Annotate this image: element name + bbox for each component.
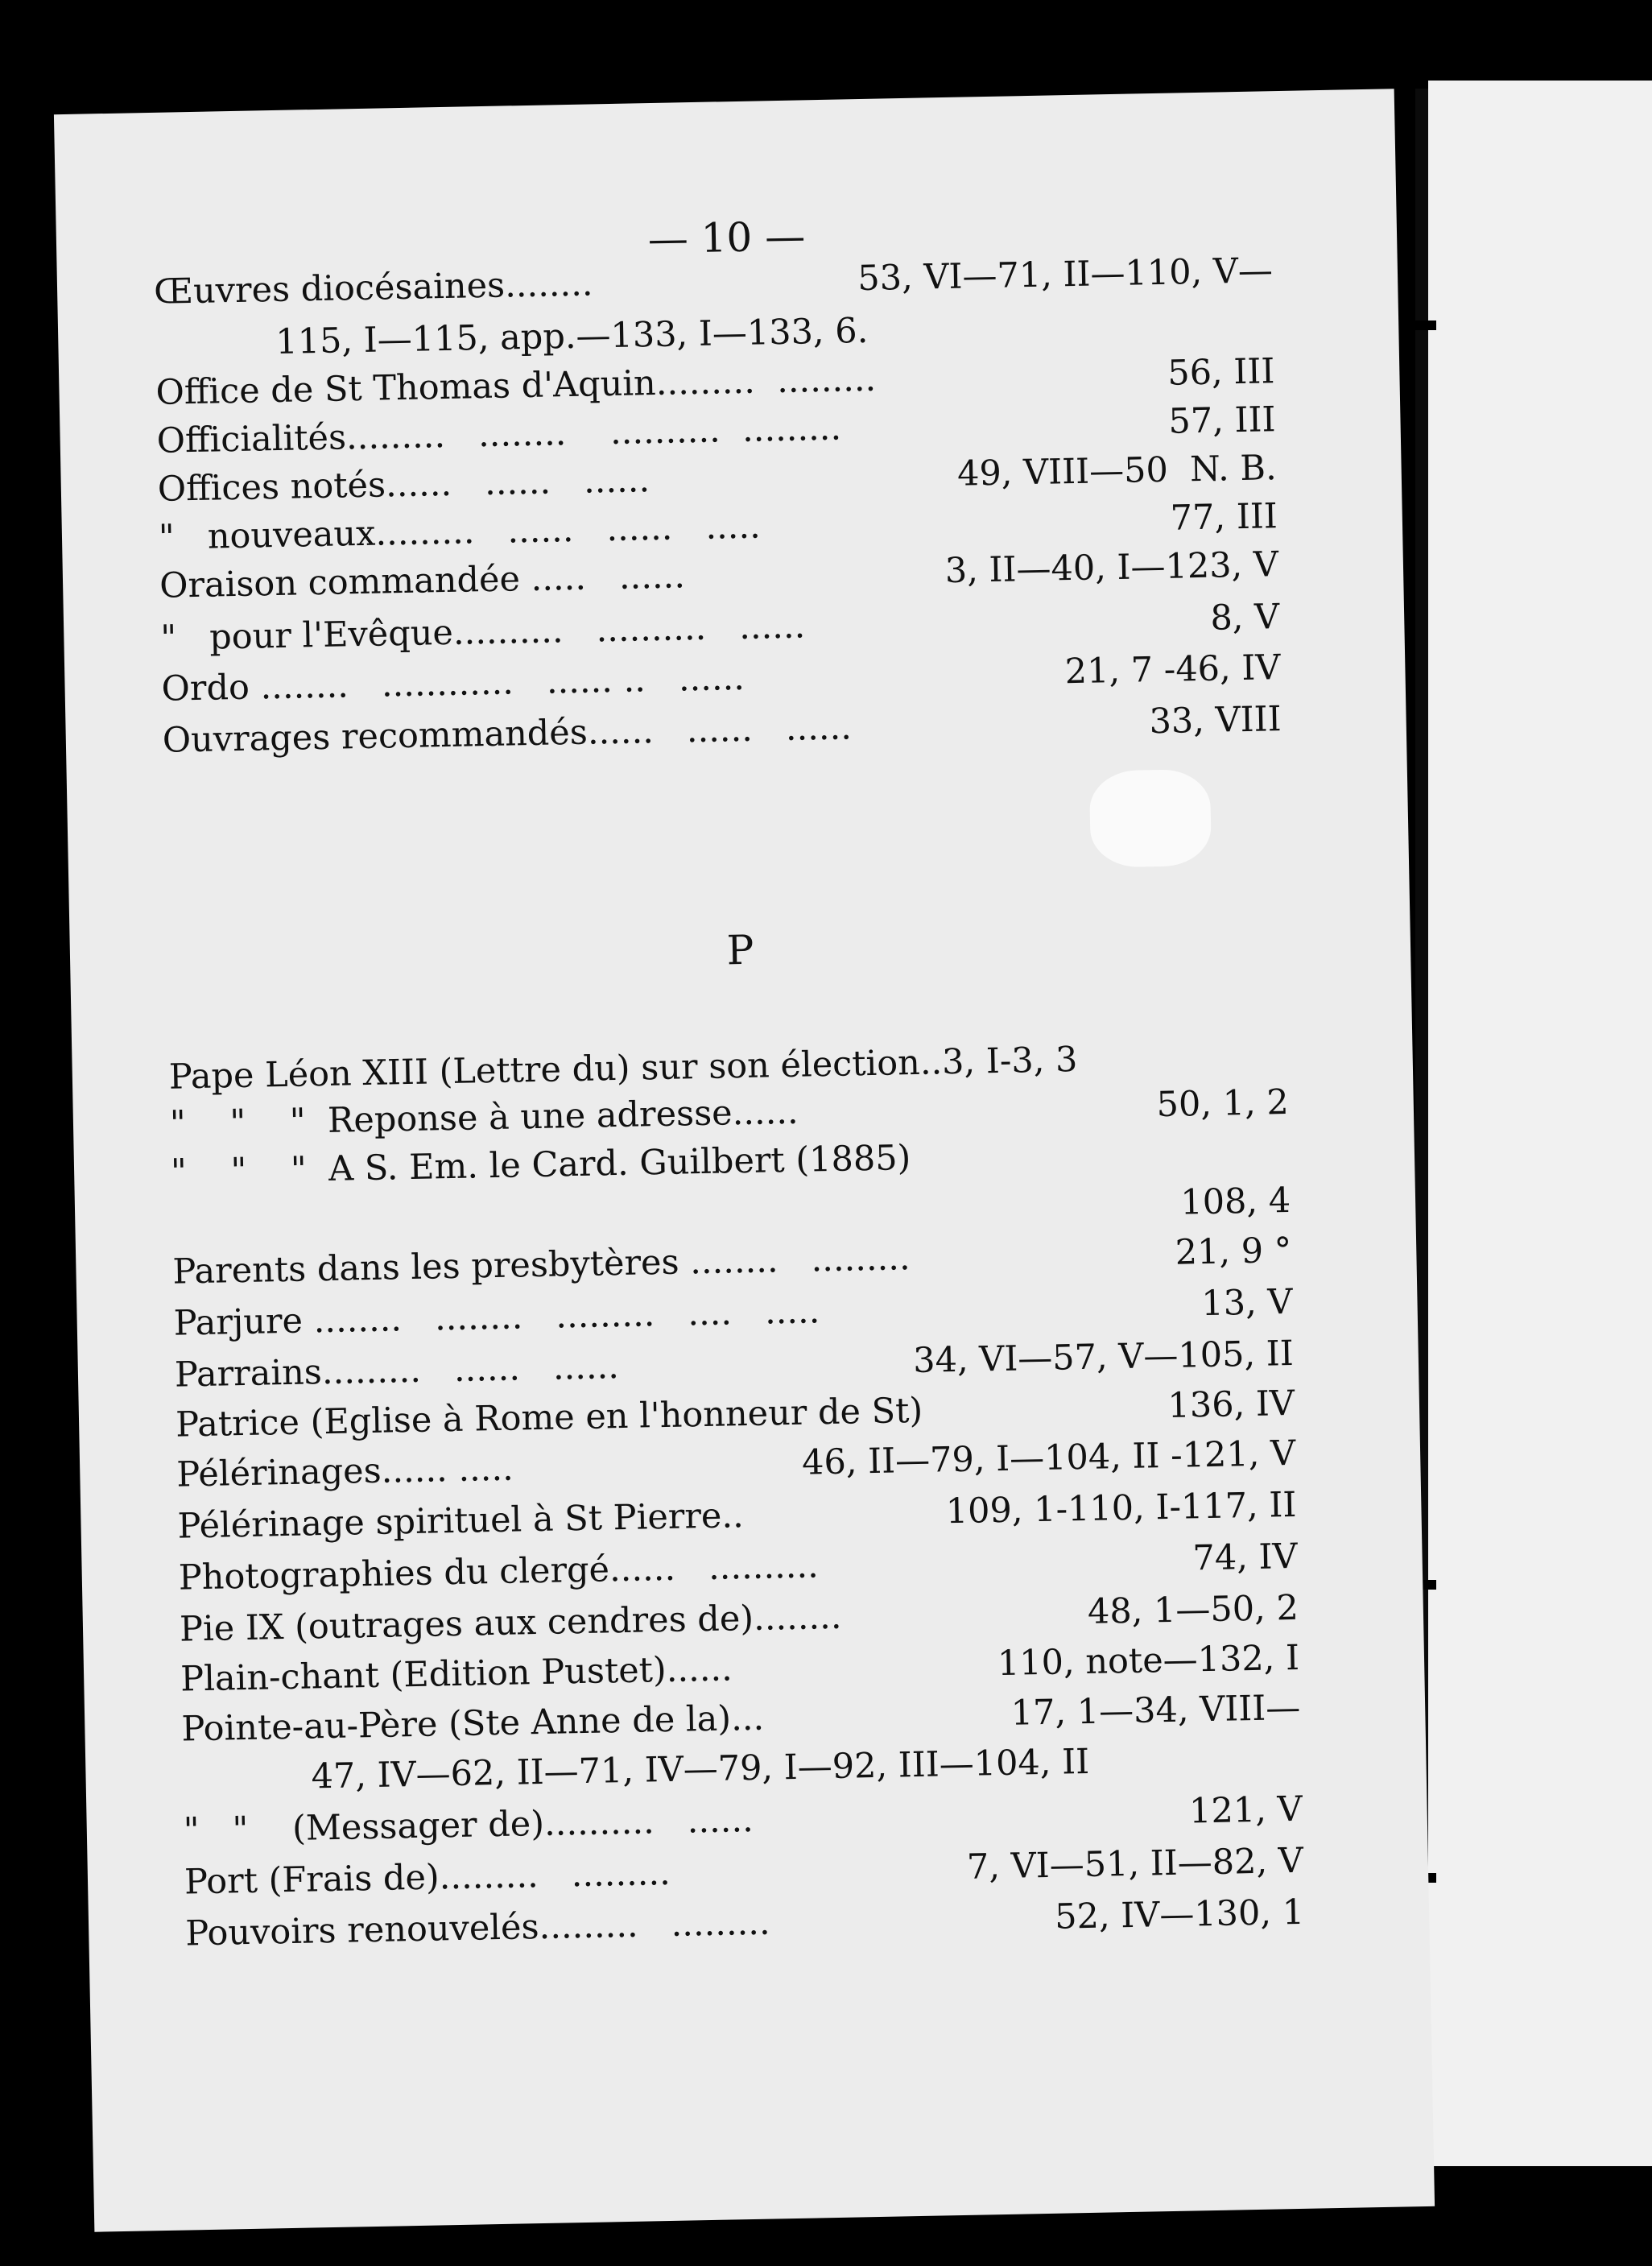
entry-text: Oraison commandée ..... ......: [159, 556, 686, 606]
entry-text: Pape Léon XIII (Lettre du) sur son élection..3, I-3, 3: [168, 1040, 1078, 1098]
entry-references: 77, III: [1170, 496, 1278, 539]
entry-text: Officialités......... ........ .......... .........: [156, 407, 842, 461]
entry-references: 17, 1—34, VIII—: [1010, 1687, 1301, 1734]
entry-text: " nouveaux......... ...... ...... .....: [158, 506, 762, 558]
entry-text: Ordo ........ ............ ...... .. ......: [161, 657, 745, 709]
entry-references: 109, 1-110, I-117, II: [945, 1484, 1297, 1532]
entry-references: 50, 1, 2: [1156, 1082, 1290, 1126]
entry-references: 136, IV: [1167, 1383, 1295, 1426]
entry-text: Port (Frais de)......... .........: [184, 1852, 671, 1903]
entry-references: 3, II—40, I—123, V: [944, 544, 1279, 592]
entry-references: 13, V: [1200, 1281, 1293, 1325]
entry-references: 46, II—79, I—104, II -121, V: [801, 1433, 1296, 1483]
entry-text: Patrice (Eglise à Rome en l'honneur de St): [175, 1390, 923, 1445]
entry-text: 47, IV—62, II—71, IV—79, I—92, III—104, II: [311, 1741, 1090, 1797]
entry-text: " " " Reponse à une adresse......: [169, 1091, 799, 1144]
index-page: [54, 89, 1435, 2231]
entry-references: 57, III: [1167, 399, 1276, 442]
entry-text: Pélérinage spirituel à St Pierre..: [177, 1495, 745, 1547]
entry-text: Pie IX (outrages aux cendres de)........: [179, 1596, 842, 1650]
entry-references: 108, 4: [1179, 1180, 1291, 1223]
entry-text: Parents dans les presbytères ........ .........: [172, 1238, 911, 1292]
entry-references: 21, 9 °: [1175, 1230, 1292, 1273]
page-number: — 10 —: [647, 213, 806, 263]
entry-text: Offices notés...... ...... ......: [157, 460, 650, 510]
entry-references: 56, III: [1167, 351, 1275, 394]
entry-text: 115, I—115, app.—133, I—133, 6.: [275, 310, 869, 362]
entry-text: Pélérinages...... .....: [176, 1448, 514, 1495]
section-letter: P: [726, 926, 754, 974]
entry-text: " " " A S. Em. le Card. Guilbert (1885): [170, 1138, 911, 1193]
entry-text: Ouvrages recommandés...... ...... ......: [162, 707, 853, 761]
entry-references: 7, VI—51, II—82, V: [966, 1840, 1304, 1888]
entry-references: 49, VIII—50 N. B.: [956, 448, 1278, 494]
entry-text: Parrains......... ...... ......: [174, 1346, 620, 1396]
entry-references: 52, IV—130, 1: [1054, 1892, 1305, 1937]
entry-references: 8, V: [1209, 597, 1280, 639]
facing-page: [1428, 81, 1652, 2166]
entry-text: Pointe-au-Père (Ste Anne de la)...: [180, 1697, 765, 1750]
spine-notch: [1414, 320, 1436, 330]
entry-text: " " (Messager de).......... ......: [183, 1799, 754, 1851]
entry-references: 21, 7 -46, IV: [1064, 647, 1281, 693]
entry-references: 74, IV: [1192, 1536, 1299, 1579]
entry-references: 121, V: [1188, 1788, 1303, 1832]
entry-references: 33, VIII: [1149, 699, 1282, 742]
paper-blemish: [1089, 769, 1212, 868]
entry-text: Parjure ........ ........ ......... .... .....: [173, 1291, 820, 1344]
entry-text: Pouvoirs renouvelés......... .........: [184, 1902, 770, 1954]
entry-references: 110, note—132, I: [997, 1637, 1300, 1685]
entry-text: Photographies du clergé...... ..........: [178, 1545, 820, 1598]
entry-text: Office de St Thomas d'Aquin......... .........: [155, 358, 877, 413]
entry-references: 48, 1—50, 2: [1087, 1587, 1299, 1632]
entry-references: 34, VI—57, V—105, II: [912, 1333, 1295, 1382]
entry-text: Œuvres diocésaines........: [153, 263, 593, 312]
entry-text: " pour l'Evêque.......... .......... ......: [159, 606, 806, 659]
entry-references: 53, VI—71, II—110, V—: [857, 250, 1274, 300]
index-section-o: [54, 89, 1394, 761]
entry-text: Plain-chant (Edition Pustet)......: [180, 1648, 733, 1700]
